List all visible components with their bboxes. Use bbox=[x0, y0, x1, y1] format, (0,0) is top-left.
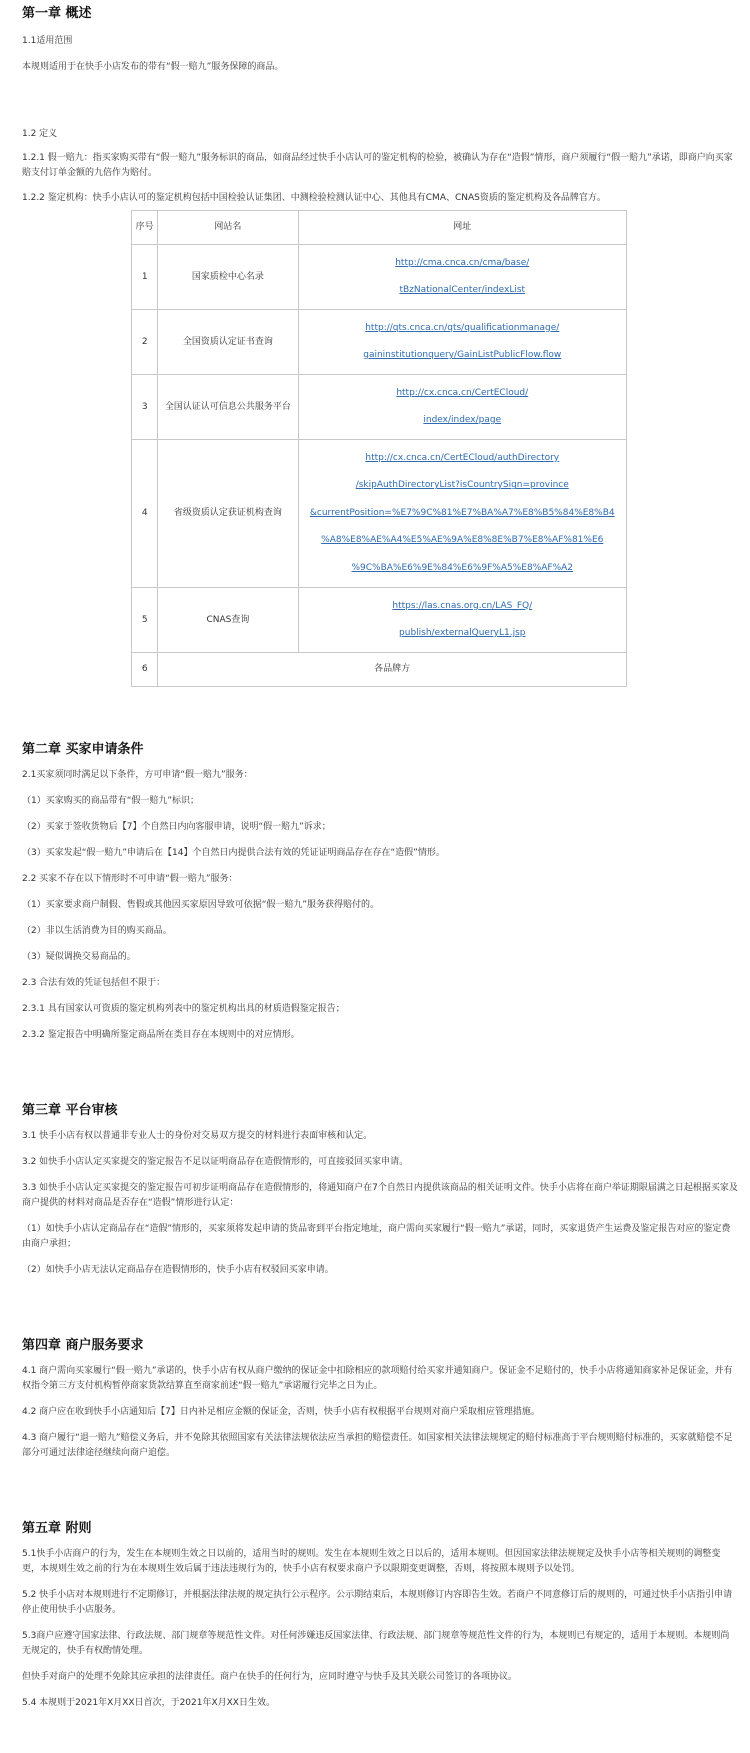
row-number: 3 bbox=[132, 375, 158, 440]
site-url-link[interactable]: publish/externalQueryL1.jsp bbox=[399, 628, 526, 638]
site-url-link[interactable]: /skipAuthDirectoryList?isCountrySign=province bbox=[355, 480, 569, 491]
ch1-paragraph: 1.2.1 假一赔九：指买家购买带有“假一赔九”服务标识的商品，如商品经过快手小店认可的鉴定机构的检验，被确认为存在“造假”情形，商户须履行“假一赔九”承诺，即商户向买家赔支付订单金额的九倍作为赔付。 bbox=[22, 153, 733, 178]
table-header: 序号 bbox=[132, 211, 158, 245]
site-url-link[interactable]: %9C%BA%E6%9E%84%E6%9F%A5%E8%AF%A2 bbox=[351, 562, 574, 573]
ch4-paragraph: 4.3 商户履行“退一赔九”赔偿义务后，并不免除其依照国家有关法律法规依法应当承担的赔偿责任。如国家相关法律法规规定的赔付标准高于平台规则赔付标准的，买家就赔偿不足部分可通过法律途径继续向商户追偿。 bbox=[22, 1433, 733, 1458]
ch1-paragraph: 本规则适用于在快手小店发布的带有“假一赔九”服务保障的商品。 bbox=[22, 62, 284, 72]
ch2-paragraph: （3）买家发起“假一赔九”申请后在【14】个自然日内提供合法有效的凭证证明商品存在存在“造假”情形。 bbox=[22, 848, 445, 858]
ch1-paragraph: 1.2.2 鉴定机构：快手小店认可的鉴定机构包括中国检验认证集团、中测检验检测认证中心、其他具有CMA、CNAS资质的鉴定机构及各品牌官方。 bbox=[22, 193, 606, 203]
ch2-paragraph: 2.3 合法有效的凭证包括但不限于： bbox=[22, 978, 166, 988]
ch2-paragraph: 2.1买家须同时满足以下条件，方可申请“假一赔九”服务： bbox=[22, 770, 253, 780]
site-url-link[interactable]: gaininstitutionquery/GainListPublicFlow.flow bbox=[363, 350, 562, 360]
table-row bbox=[132, 310, 627, 375]
site-url-cell bbox=[298, 310, 626, 375]
table-header: 网址 bbox=[298, 211, 626, 245]
site-url-link[interactable]: http://cx.cnca.cn/CertECloud/authDirectory bbox=[365, 452, 560, 463]
chapter-5-title: 第五章 附则 bbox=[22, 1521, 92, 1536]
row-number: 4 bbox=[132, 440, 158, 588]
table-header-row bbox=[132, 211, 627, 245]
site-url-cell bbox=[298, 440, 626, 588]
site-url-link[interactable]: http://cx.cnca.cn/CertECloud/ bbox=[396, 387, 529, 398]
site-name: 全国认证认可信息公共服务平台 bbox=[158, 375, 298, 440]
ch2-paragraph: 2.3.1 具有国家认可资质的鉴定机构列表中的鉴定机构出具的材质造假鉴定报告； bbox=[22, 1004, 345, 1014]
ch2-paragraph: 2.3.2 鉴定报告中明确所鉴定商品所在类目存在本规则中的对应情形。 bbox=[22, 1030, 300, 1040]
ch3-paragraph: （2）如快手小店无法认定商品存在造假情形的，快手小店有权驳回买家申请。 bbox=[22, 1265, 334, 1275]
site-url-link[interactable]: tBzNationalCenter/indexList bbox=[399, 285, 526, 295]
table-row bbox=[132, 440, 627, 588]
site-name: 全国资质认定证书查询 bbox=[158, 310, 298, 375]
ch2-paragraph: （1）买家要求商户制假、售假或其他因买家原因导致可依据“假一赔九”服务获得赔付的。 bbox=[22, 900, 380, 910]
site-url-link[interactable]: index/index/page bbox=[423, 415, 502, 425]
ch4-paragraph: 4.1 商户需向买家履行“假一赔九”承诺的，快手小店有权从商户缴纳的保证金中扣除相应的款项赔付给买家并通知商户。保证金不足赔付的，快手小店将通知商家补足保证金，并有权指令第三方支付机构暂停商家货款结算直至商家前述“假一赔九”承诺履行完毕之日为止。 bbox=[22, 1366, 733, 1391]
chapter-3-title: 第三章 平台审核 bbox=[22, 1103, 118, 1118]
ch2-paragraph: （2）买家于签收货物后【7】个自然日内向客服申请，说明“假一赔九”诉求； bbox=[22, 822, 331, 832]
ch3-paragraph: 3.3 如快手小店认定买家提交的鉴定报告可初步证明商品存在造假情形的，将通知商户在7个自然日内提供该商品的相关证明文件。快手小店将在商户举证期限届满之日起根据买家及商户提供的材料对商品是否存在“造假”情形进行认定： bbox=[22, 1183, 738, 1208]
ch5-paragraph: 5.2 快手小店对本规则进行不定期修订，并根据法律法规的规定执行公示程序。公示期结束后，本规则修订内容即告生效。若商户不同意修订后的规则的，可通过快手小店指引申请停止使用快手小店服务。 bbox=[22, 1590, 733, 1615]
table-row bbox=[132, 588, 627, 653]
table-row bbox=[132, 653, 627, 687]
ch5-paragraph: 但快手对商户的处理不免除其应承担的法律责任。商户在快手的任何行为，应同时遵守与快手及其关联公司签订的各项协议。 bbox=[22, 1672, 518, 1682]
table-row bbox=[132, 245, 627, 310]
chapter-1-title: 第一章 概述 bbox=[22, 6, 92, 21]
ch3-paragraph: 3.1 快手小店有权以普通非专业人士的身份对交易双方提交的材料进行表面审核和认定。 bbox=[22, 1131, 373, 1141]
chapter-4-title: 第四章 商户服务要求 bbox=[22, 1338, 144, 1353]
row-number: 6 bbox=[132, 653, 158, 687]
site-name: 省级资质认定获证机构查询 bbox=[158, 440, 298, 588]
site-url-link[interactable]: https://las.cnas.org.cn/LAS_FQ/ bbox=[392, 600, 533, 611]
site-name: 国家质检中心名录 bbox=[158, 245, 298, 310]
site-url-cell bbox=[298, 588, 626, 653]
ch2-paragraph: 2.2 买家不存在以下情形时不可申请“假一赔九”服务： bbox=[22, 874, 238, 884]
table-row bbox=[132, 375, 627, 440]
site-url-link[interactable]: http://cma.cnca.cn/cma/base/ bbox=[395, 257, 530, 268]
table-header: 网站名 bbox=[158, 211, 298, 245]
site-url-cell bbox=[298, 245, 626, 310]
ch2-paragraph: （2）非以生活消费为目的购买商品。 bbox=[22, 926, 172, 936]
row-number: 5 bbox=[132, 588, 158, 653]
site-url-link[interactable]: %A8%E8%AE%A4%E5%AE%9A%E8%8E%B7%E8%AF%81%E6 bbox=[321, 535, 604, 546]
row-number: 2 bbox=[132, 310, 158, 375]
ch5-paragraph: 5.4 本规则于2021年X月XX日首次，于2021年X月XX日生效。 bbox=[22, 1698, 275, 1708]
ch4-paragraph: 4.2 商户应在收到快手小店通知后【7】日内补足相应金额的保证金，否则，快手小店有权根据平台规则对商户采取相应管理措施。 bbox=[22, 1407, 540, 1417]
merged-cell: 各品牌方 bbox=[158, 653, 627, 687]
ch1-paragraph: 1.1适用范围 bbox=[22, 36, 73, 46]
site-url-link[interactable]: http://qts.cnca.cn/qts/qualificationmanage/ bbox=[365, 322, 560, 333]
site-url-link[interactable]: &currentPosition=%E7%9C%81%E7%BA%A7%E8%B5%84%E8%B4 bbox=[309, 507, 615, 518]
ch3-paragraph: 3.2 如快手小店认定买家提交的鉴定报告不足以证明商品存在造假情形的，可直接驳回买家申请。 bbox=[22, 1157, 409, 1167]
ch1-paragraph: 1.2 定义 bbox=[22, 129, 58, 139]
site-name: CNAS查询 bbox=[158, 588, 298, 653]
agency-table bbox=[131, 210, 627, 687]
ch2-paragraph: （1）买家购买的商品带有“假一赔九”标识； bbox=[22, 796, 200, 806]
ch5-paragraph: 5.1快手小店商户的行为，发生在本规则生效之日以前的，适用当时的规则。发生在本规则生效之日以后的，适用本规则。但因国家法律法规规定及快手小店等相关规则的调整变更，本规则生效之前的行为在本规则生效后属于违法违规行为的，快手小店有权要求商户予以限期变更调整，否则，将按照本规则予以处罚。 bbox=[22, 1549, 721, 1574]
ch3-paragraph: （1）如快手小店认定商品存在“造假”情形的，买家须将发起申请的货品寄到平台指定地址，商户需向买家履行“假一赔九”承诺，同时，买家退货产生运费及鉴定报告对应的鉴定费由商户承担； bbox=[22, 1224, 731, 1249]
row-number: 1 bbox=[132, 245, 158, 310]
site-url-cell bbox=[298, 375, 626, 440]
chapter-2-title: 第二章 买家申请条件 bbox=[22, 742, 144, 757]
ch2-paragraph: （3）疑似调换交易商品的。 bbox=[22, 952, 136, 962]
ch5-paragraph: 5.3商户应遵守国家法律、行政法规、部门规章等规范性文件。对任何涉嫌违反国家法律、行政法规、部门规章等规范性文件的行为，本规则已有规定的，适用于本规则。本规则尚无规定的，快手有权酌情处理。 bbox=[22, 1631, 730, 1656]
